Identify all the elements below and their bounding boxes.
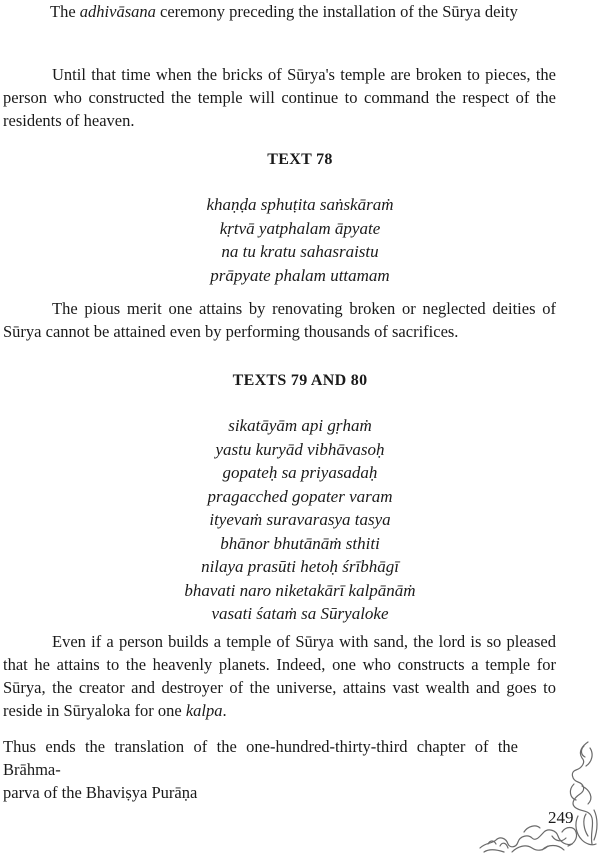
verse-line: sikatāyām api gṛhaṁ: [228, 416, 372, 435]
verse-line: prāpyate phalam uttamam: [210, 265, 390, 285]
verse-line: kṛtvā yatphalam āpyate: [219, 218, 381, 238]
running-head: [50, 2, 518, 22]
verse-line: bhānor bhutānāṁ sthiti: [220, 533, 380, 553]
verse-text-80: [0, 508, 600, 626]
paragraph-text: Even if a person builds a temple of Sūrya with sand, the lord is so pleased that he attains to the heavenly planets. Indeed, one who constructs a temple for Sūrya, the creator and destroyer of the universe, attains vast wealth and goes to reside in Sūryaloka for one: [3, 632, 556, 720]
colophon-line-2: parva of the Bhaviṣya Purāṇa: [3, 783, 198, 802]
colophon-line-1: Thus ends the translation of the one-hundred-thirty-third chapter of the Brāhma-: [3, 737, 518, 779]
paragraph-translation-78: The pious merit one attains by renovating broken or neglected deities of Sūrya cannot be attained even by performing thousands of sacrifices.: [3, 299, 556, 341]
page-number: 249: [548, 808, 574, 827]
paragraph-end: .: [222, 701, 227, 720]
verse-line: gopateḥ sa priyasadaḥ: [222, 463, 378, 482]
verse-line: bhavati naro niketakārī kalpānāṁ: [184, 580, 416, 600]
heading-texts-79-80: TEXTS 79 AND 80: [232, 372, 368, 389]
verse-text-78: [0, 193, 600, 287]
chapter-colophon: [3, 735, 518, 804]
running-head-suffix: ceremony preceding the installation of the Sūrya deity: [155, 2, 518, 21]
paragraph-translation-77: Until that time when the bricks of Sūrya's temple are broken to pieces, the person who constructed the temple will continue to command the respect of the residents of heaven.: [3, 65, 556, 130]
verse-line: nilaya prasūti hetoḥ śrībhāgī: [201, 557, 399, 576]
verse-line: khaṇḍa sphuṭita saṅskāraṁ: [206, 195, 394, 214]
verse-line: yastu kuryād vibhāvasoḥ: [215, 439, 385, 459]
running-head-prefix: The: [50, 2, 80, 21]
heading-text-78: TEXT 78: [267, 151, 333, 168]
paragraph-translation-79-80: [3, 630, 556, 722]
running-head-italic-term: adhivāsana: [79, 2, 156, 21]
verse-line: ityevaṁ suravarasya tasya: [209, 510, 391, 529]
floral-corner-ornament-icon: [478, 740, 600, 855]
verse-line: pragacched gopater varam: [207, 486, 393, 506]
verse-line: na tu kratu sahasraistu: [221, 242, 379, 261]
verse-text-79: [0, 414, 600, 508]
verse-line: vasati śataṁ sa Sūryaloke: [211, 604, 389, 623]
italic-term-kalpa: kalpa: [185, 701, 223, 720]
